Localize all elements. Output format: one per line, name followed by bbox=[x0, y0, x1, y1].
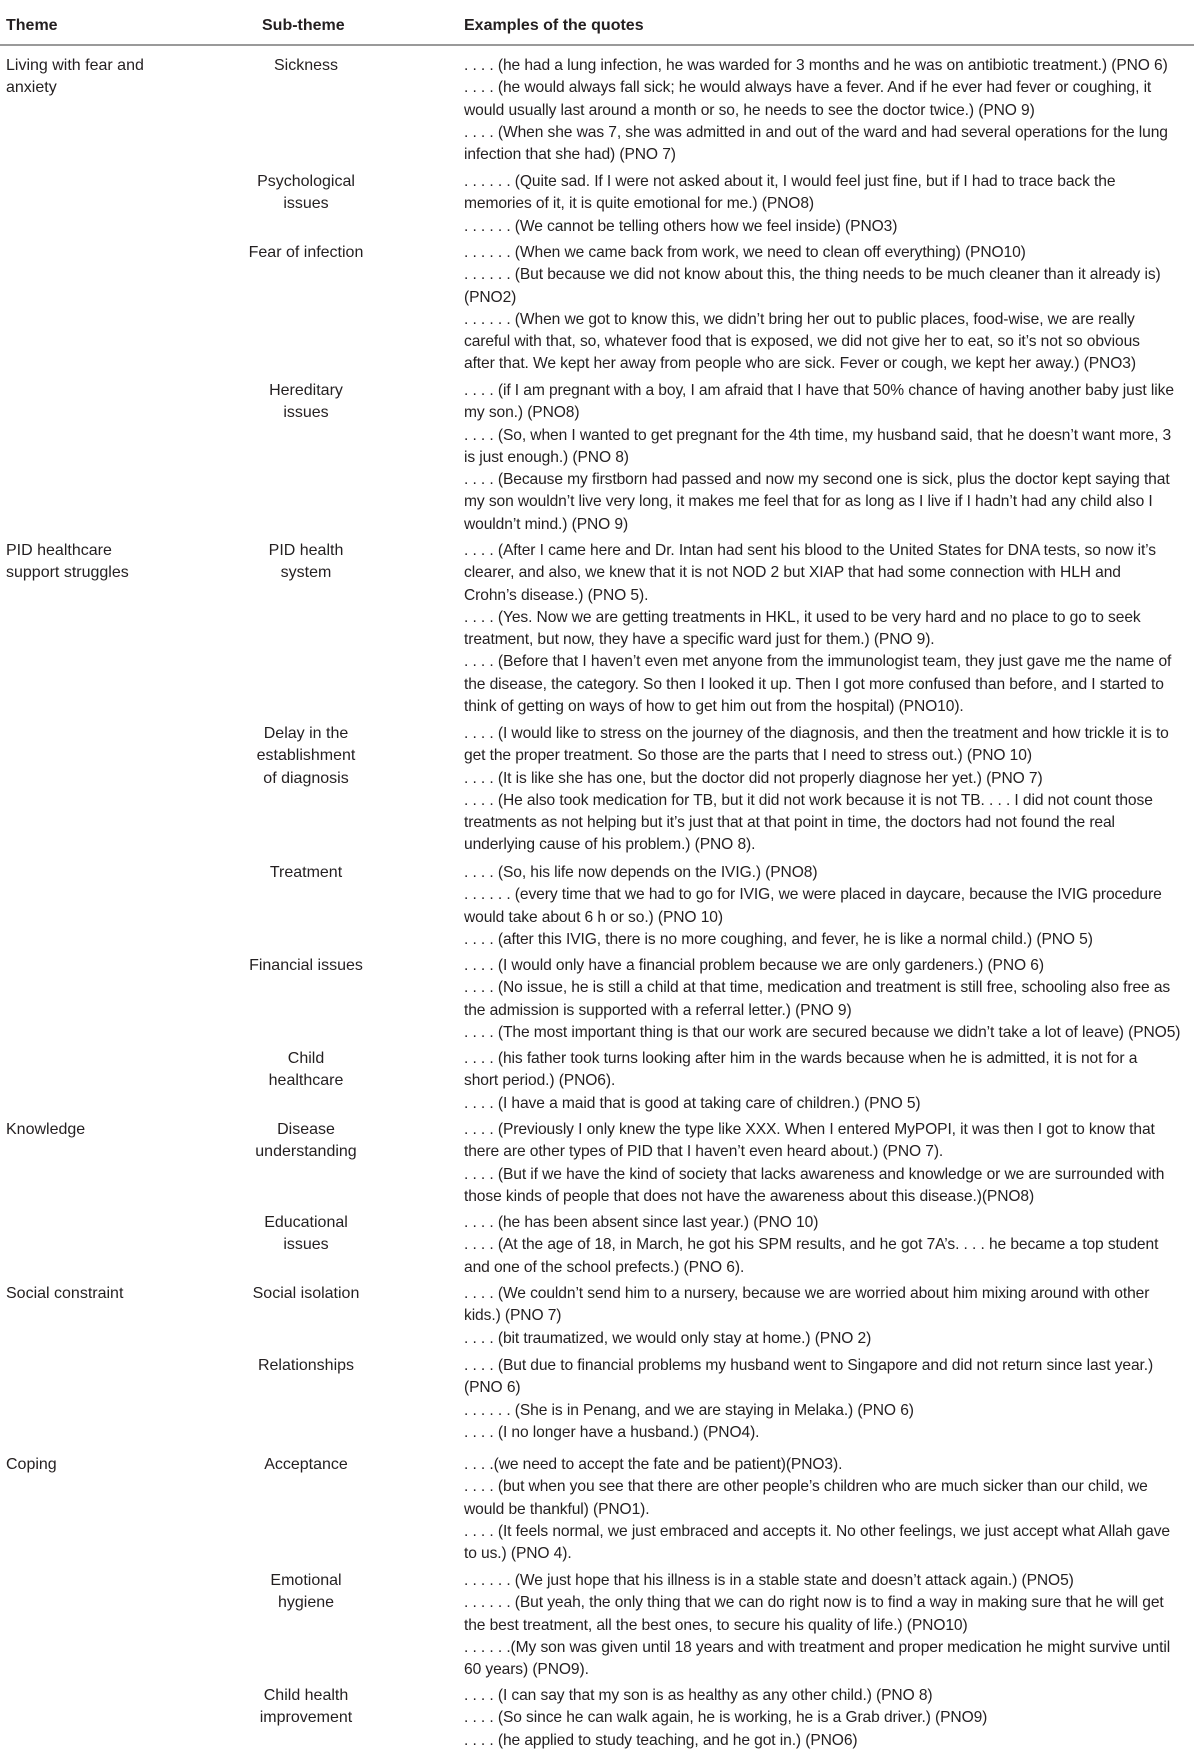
theme-cell: Knowledge bbox=[6, 1121, 86, 1138]
subtheme-cell: Educational issues bbox=[264, 1214, 348, 1254]
quotes-cell: . . . . (I would only have a financial problem because we are only gardeners.) (PNO 6) . . . . (No issue, he is still a child at that time, medication and treatment is still free, schooling also free as the admission is supported with a referral letter.) (PNO 9) . . . . (The most important thing is that our work are secured because we didn’t take a lot of leave) (PNO5) bbox=[464, 957, 1181, 1041]
quotes-cell: . . . . (So, his life now depends on the IVIG.) (PNO8) . . . . . . (every time that we had to go for IVIG, we were placed in daycare, because the IVIG procedure would take about 6 h or so.) (PNO 10) . . . . (after this IVIG, there is no more coughing, and fever, he is like a normal child.) (PNO 5) bbox=[464, 864, 1162, 948]
theme-cell: Social constraint bbox=[6, 1285, 124, 1302]
subtheme-cell: Delay in the establishment of diagnosis bbox=[256, 725, 356, 787]
quotes-cell: . . . . . . (When we came back from work, we need to clean off everything) (PNO10) . . . . . . (But because we did not know about this, the thing needs to be much cleaner than it already is) (PNO2) . . . . . . (When we got to know this, we didn’t bring her out to public places, food-wise, we are really careful with that, so, whatever food that is exposed, we did not give her to eat, so it’s not so obvious after that. We kept her away from people who are sick. Fever or cough, we kept her away.) (PNO3) bbox=[464, 244, 1161, 373]
subtheme-cell: Treatment bbox=[269, 864, 343, 881]
quotes-cell: . . . . . . (We just hope that his illness is in a stable state and doesn’t attack again.) (PNO5) . . . . . . (But yeah, the only thing that we can do right now is to find a way in making sure that he will get the best treatment, all the best ones, to secure his quality of life.) (PNO10) . . . . . .(My son was given until 18 years and with treatment and proper medication he might survive until 60 years) (PNO9). bbox=[464, 1572, 1171, 1679]
theme-cell: Coping bbox=[6, 1456, 57, 1473]
subtheme-cell: Social isolation bbox=[252, 1285, 360, 1302]
quotes-cell: . . . . (After I came here and Dr. Intan had sent his blood to the United States for DNA tests, so now it’s clearer, and also, we knew that it is not NOD 2 but XIAP that had some connection with HLH and Crohn’s disease.) (PNO 5). . . . . (Yes. Now we are getting treatments in HKL, it used to be very hard and no place to go to seek treatment, but now, they have a specific ward just for them.) (PNO 9). . . . . (Before that I haven’t even met anyone from the immunologist team, they just gave me the name of the disease, the category. So then I looked it up. Then I got more confused than before, and I started to think of getting on ways of how to get him out from the hospital) (PNO10). bbox=[464, 542, 1172, 716]
subtheme-cell: Child healthcare bbox=[268, 1050, 344, 1090]
header-quotes: Examples of the quotes bbox=[464, 17, 644, 34]
quotes-cell: . . . .(we need to accept the fate and be patient)(PNO3). . . . . (but when you see that there are other people’s children who are much sicker than our child, we would be thankful) (PNO1). . . . . (It feels normal, we just embraced and accepts it. No other feelings, we just accept what Allah gave to us.) (PNO 4). bbox=[464, 1456, 1171, 1563]
quotes-cell: . . . . . . (Quite sad. If I were not asked about it, I would feel just fine, but if I had to trace back the memories of it, it is quite emotional for me.) (PNO8) . . . . . . (We cannot be telling others how we feel inside) (PNO3) bbox=[464, 173, 1116, 235]
quotes-cell: . . . . (if I am pregnant with a boy, I am afraid that I have that 50% chance of having another baby just like my son.) (PNO8) . . . . (So, when I wanted to get pregnant for the 4th time, my husband said, that he doesn’t want more, 3 is just enough.) (PNO 8) . . . . (Because my firstborn had passed and now my second one is sick, plus the doctor kept saying that my son wouldn’t live very long, it makes me feel that for as long as I live if I hadn’t had any child also I wouldn’t mind.) (PNO 9) bbox=[464, 382, 1174, 533]
subtheme-cell: Hereditary issues bbox=[269, 382, 343, 422]
subtheme-cell: Relationships bbox=[257, 1357, 355, 1374]
theme-cell: Living with fear and anxiety bbox=[6, 57, 144, 97]
subtheme-cell: Psychological issues bbox=[257, 173, 355, 213]
quotes-cell: . . . . (I can say that my son is as healthy as any other child.) (PNO 8) . . . . (So since he can walk again, he is working, he is a Grab driver.) (PNO9) . . . . (he applied to study teaching, and he got in.) (PNO6) bbox=[464, 1687, 988, 1749]
header-divider bbox=[0, 44, 1194, 46]
subtheme-cell: Fear of infection bbox=[248, 244, 364, 261]
quotes-cell: . . . . (his father took turns looking after him in the wards because when he is admitted, it is not for a short period.) (PNO6). . . . . (I have a maid that is good at taking care of children.) (PNO 5) bbox=[464, 1050, 1138, 1112]
subtheme-cell: Sickness bbox=[273, 57, 339, 74]
quotes-cell: . . . . (I would like to stress on the journey of the diagnosis, and then the treatment and how trickle it is to get the proper treatment. So those are the parts that I need to stress out.) (PNO 10) . . . . (It is like she has one, but the doctor did not properly diagnose her yet.) (PNO 7) . . . . (He also took medication for TB, but it did not work because it is not TB. . . . I did not count those treatments as not helping but it’s just that at that point in time, the doctors had not found the real underlying cause of his problem.) (PNO 8). bbox=[464, 725, 1169, 854]
subtheme-cell: PID health system bbox=[268, 542, 344, 582]
quotes-cell: . . . . (But due to financial problems my husband went to Singapore and did not return since last year.) (PNO 6) . . . . . . (She is in Penang, and we are staying in Melaka.) (PNO 6) . . . . (I no longer have a husband.) (PNO4). bbox=[464, 1357, 1154, 1441]
quotes-cell: . . . . (he had a lung infection, he was warded for 3 months and he was on antibiotic treatment.) (PNO 6) . . . . (he would always fall sick; he would always have a fever. And if he ever had fever or coughing, it would usually last around a month or so, he needs to see the doctor twice.) (PNO 9) . . . . (When she was 7, she was admitted in and out of the ward and had several operations for the lung infection that she had) (PNO 7) bbox=[464, 57, 1168, 164]
quotes-cell: . . . . (We couldn’t send him to a nursery, because we are worried about him mixing around with other kids.) (PNO 7) . . . . (bit traumatized, we would only stay at home.) (PNO 2) bbox=[464, 1285, 1150, 1347]
quotes-cell: . . . . (he has been absent since last year.) (PNO 10) . . . . (At the age of 18, in March, he got his SPM results, and he got 7A’s. . . . he became a top student and one of the school prefects.) (PNO 6). bbox=[464, 1214, 1159, 1276]
subtheme-cell: Disease understanding bbox=[255, 1121, 357, 1161]
quotes-cell: . . . . (Previously I only knew the type like XXX. When I entered MyPOPI, it was then I got to know that there are other types of PID that I haven’t even heard about.) (PNO 7). . . . . (But if we have the kind of society that lacks awareness and knowledge or we are surrounded with those kinds of people that does not have the awareness about this disease.)(PNO8) bbox=[464, 1121, 1165, 1205]
subtheme-cell: Emotional hygiene bbox=[270, 1572, 342, 1612]
subtheme-cell: Child health improvement bbox=[259, 1687, 353, 1727]
header-subtheme: Sub-theme bbox=[262, 17, 345, 34]
theme-cell: PID healthcare support struggles bbox=[6, 542, 129, 582]
subtheme-cell: Acceptance bbox=[264, 1456, 348, 1473]
subtheme-cell: Financial issues bbox=[249, 957, 363, 974]
header-theme: Theme bbox=[6, 17, 58, 34]
